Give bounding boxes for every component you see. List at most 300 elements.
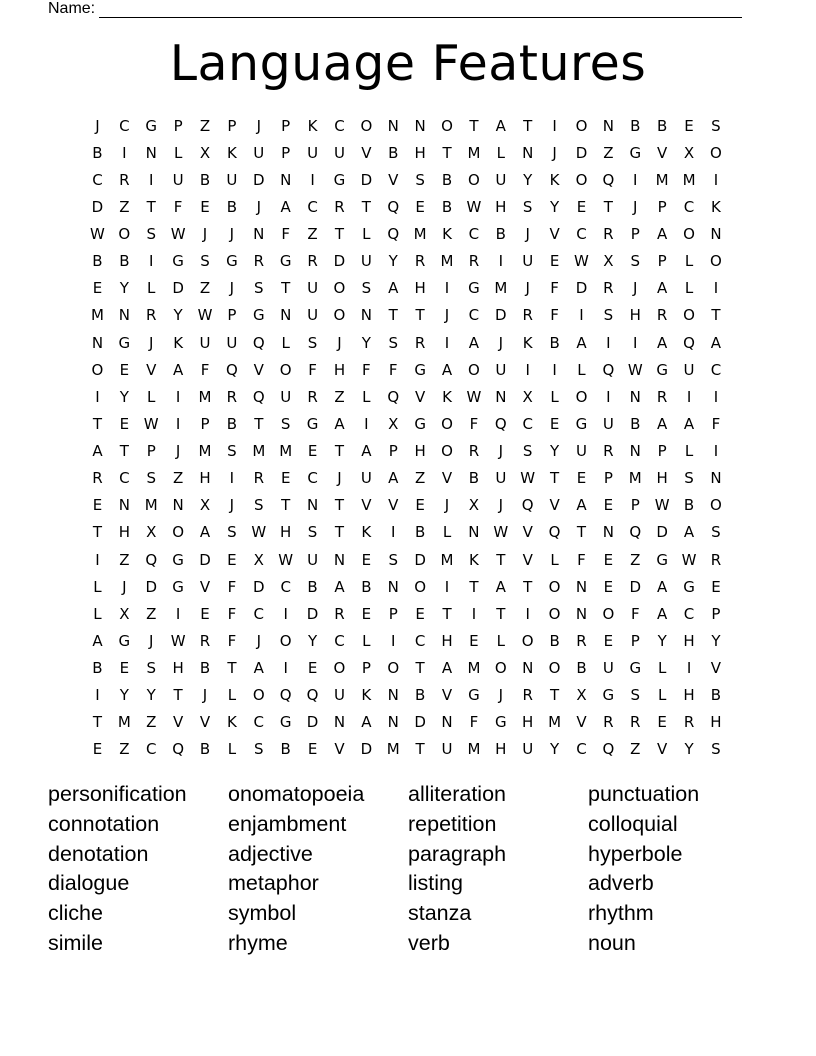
grid-letter[interactable]: T: [281, 279, 291, 298]
grid-letter[interactable]: G: [172, 252, 184, 271]
grid-letter[interactable]: P: [630, 496, 640, 515]
grid-letter[interactable]: A: [334, 414, 345, 433]
grid-letter[interactable]: A: [441, 360, 453, 379]
grid-letter[interactable]: U: [172, 170, 184, 189]
grid-letter[interactable]: N: [118, 496, 130, 515]
grid-letter[interactable]: O: [252, 686, 265, 705]
grid-letter[interactable]: B: [199, 659, 211, 678]
grid-letter[interactable]: K: [549, 170, 560, 189]
grid-letter[interactable]: P: [227, 116, 237, 135]
grid-letter[interactable]: V: [172, 713, 184, 732]
grid-letter[interactable]: I: [391, 631, 396, 650]
grid-letter[interactable]: J: [256, 631, 261, 650]
grid-letter[interactable]: A: [657, 577, 668, 596]
grid-letter[interactable]: B: [630, 116, 641, 135]
grid-letter[interactable]: C: [119, 469, 130, 488]
grid-letter[interactable]: V: [441, 686, 453, 705]
grid-letter[interactable]: Q: [602, 360, 615, 379]
grid-letter[interactable]: A: [657, 414, 668, 433]
grid-letter[interactable]: T: [415, 659, 425, 678]
grid-letter[interactable]: P: [281, 116, 291, 135]
grid-letter[interactable]: W: [466, 387, 482, 406]
grid-letter[interactable]: I: [713, 442, 719, 461]
grid-letter[interactable]: E: [603, 496, 614, 515]
grid-letter[interactable]: T: [92, 523, 103, 542]
grid-letter[interactable]: F: [469, 414, 479, 433]
grid-letter[interactable]: G: [575, 414, 588, 433]
grid-letter[interactable]: V: [199, 577, 211, 596]
grid-letter[interactable]: V: [441, 469, 453, 488]
grid-letter[interactable]: T: [523, 116, 533, 135]
grid-letter[interactable]: X: [683, 143, 695, 162]
grid-letter[interactable]: I: [391, 523, 396, 542]
grid-letter[interactable]: N: [441, 713, 453, 732]
grid-letter[interactable]: U: [226, 170, 238, 189]
grid-letter[interactable]: V: [710, 659, 722, 678]
grid-letter[interactable]: E: [92, 279, 103, 298]
grid-letter[interactable]: H: [199, 469, 211, 488]
grid-letter[interactable]: J: [444, 306, 450, 325]
grid-letter[interactable]: P: [388, 604, 398, 623]
grid-letter[interactable]: G: [306, 414, 319, 433]
grid-letter[interactable]: S: [227, 523, 237, 542]
grid-letter[interactable]: R: [253, 469, 264, 488]
grid-letter[interactable]: O: [710, 496, 722, 515]
grid-letter[interactable]: I: [95, 686, 100, 705]
grid-letter[interactable]: X: [603, 252, 614, 271]
grid-letter[interactable]: Y: [711, 631, 721, 650]
grid-letter[interactable]: A: [683, 523, 695, 542]
grid-letter[interactable]: U: [495, 170, 507, 189]
grid-letter[interactable]: W: [197, 306, 213, 325]
grid-letter[interactable]: I: [713, 170, 719, 189]
grid-letter[interactable]: N: [522, 659, 534, 678]
grid-letter[interactable]: N: [360, 306, 372, 325]
grid-letter[interactable]: A: [657, 604, 668, 623]
grid-letter[interactable]: E: [200, 197, 210, 216]
grid-letter[interactable]: F: [200, 360, 210, 379]
grid-letter[interactable]: D: [253, 170, 265, 189]
grid-letter[interactable]: G: [333, 170, 346, 189]
grid-letter[interactable]: A: [172, 360, 184, 379]
grid-letter[interactable]: F: [362, 360, 371, 379]
grid-letter[interactable]: T: [442, 143, 452, 162]
grid-letter[interactable]: A: [280, 197, 291, 216]
grid-letter[interactable]: G: [172, 550, 184, 569]
grid-letter[interactable]: I: [633, 170, 638, 189]
grid-letter[interactable]: F: [227, 631, 237, 650]
grid-letter[interactable]: C: [576, 740, 587, 759]
grid-letter[interactable]: W: [627, 360, 643, 379]
grid-letter[interactable]: I: [149, 170, 154, 189]
grid-letter[interactable]: J: [552, 143, 557, 162]
grid-letter[interactable]: D: [495, 306, 507, 325]
grid-letter[interactable]: S: [254, 496, 264, 515]
grid-letter[interactable]: I: [552, 360, 557, 379]
grid-letter[interactable]: I: [95, 550, 100, 569]
grid-letter[interactable]: N: [253, 225, 265, 244]
grid-letter[interactable]: B: [630, 414, 641, 433]
grid-letter[interactable]: R: [603, 225, 614, 244]
grid-letter[interactable]: P: [657, 197, 667, 216]
grid-letter[interactable]: M: [279, 442, 293, 461]
grid-letter[interactable]: J: [175, 442, 181, 461]
grid-letter[interactable]: M: [467, 143, 481, 162]
grid-letter[interactable]: B: [199, 170, 211, 189]
grid-letter[interactable]: L: [496, 143, 505, 162]
grid-letter[interactable]: O: [441, 414, 453, 433]
grid-letter[interactable]: G: [602, 686, 615, 705]
grid-letter[interactable]: I: [713, 279, 719, 298]
grid-letter[interactable]: K: [468, 550, 479, 569]
grid-letter[interactable]: O: [521, 631, 534, 650]
grid-letter[interactable]: F: [711, 414, 721, 433]
grid-letter[interactable]: P: [200, 414, 210, 433]
grid-letter[interactable]: O: [710, 252, 722, 271]
grid-letter[interactable]: O: [683, 306, 695, 325]
grid-letter[interactable]: F: [227, 577, 237, 596]
grid-letter[interactable]: V: [361, 496, 372, 515]
grid-letter[interactable]: O: [333, 306, 346, 325]
grid-letter[interactable]: V: [522, 550, 533, 569]
grid-letter[interactable]: S: [603, 306, 614, 325]
grid-letter[interactable]: L: [227, 686, 237, 705]
grid-letter[interactable]: E: [307, 659, 318, 678]
grid-letter[interactable]: W: [90, 225, 105, 244]
grid-letter[interactable]: R: [656, 306, 668, 325]
grid-letter[interactable]: A: [361, 713, 372, 732]
grid-letter[interactable]: X: [522, 387, 533, 406]
grid-letter[interactable]: Y: [550, 197, 560, 216]
grid-letter[interactable]: C: [307, 469, 318, 488]
grid-letter[interactable]: S: [200, 252, 210, 271]
grid-letter[interactable]: K: [226, 143, 237, 162]
grid-letter[interactable]: S: [307, 333, 318, 352]
grid-letter[interactable]: J: [256, 197, 261, 216]
grid-letter[interactable]: Z: [630, 740, 641, 759]
grid-letter[interactable]: A: [576, 333, 587, 352]
grid-letter[interactable]: R: [522, 686, 533, 705]
grid-letter[interactable]: E: [92, 740, 103, 759]
grid-letter[interactable]: I: [552, 116, 557, 135]
grid-letter[interactable]: V: [549, 496, 560, 515]
grid-letter[interactable]: J: [498, 442, 504, 461]
grid-letter[interactable]: G: [629, 143, 642, 162]
grid-letter[interactable]: N: [710, 225, 722, 244]
grid-letter[interactable]: D: [360, 740, 373, 759]
grid-letter[interactable]: Y: [307, 631, 318, 650]
grid-letter[interactable]: R: [603, 279, 614, 298]
grid-letter[interactable]: S: [630, 686, 641, 705]
grid-letter[interactable]: S: [711, 740, 721, 759]
grid-letter[interactable]: R: [334, 197, 345, 216]
grid-letter[interactable]: Z: [146, 713, 157, 732]
grid-letter[interactable]: T: [469, 116, 479, 135]
grid-letter[interactable]: F: [173, 197, 183, 216]
grid-letter[interactable]: O: [468, 170, 480, 189]
grid-letter[interactable]: H: [441, 631, 453, 650]
grid-letter[interactable]: N: [387, 116, 399, 135]
grid-letter[interactable]: E: [603, 577, 614, 596]
grid-letter[interactable]: U: [522, 740, 534, 759]
grid-letter[interactable]: L: [362, 631, 371, 650]
grid-letter[interactable]: O: [710, 143, 722, 162]
grid-letter[interactable]: D: [333, 252, 346, 271]
grid-letter[interactable]: A: [253, 659, 264, 678]
grid-letter[interactable]: S: [388, 333, 398, 352]
grid-letter[interactable]: T: [550, 686, 560, 705]
grid-letter[interactable]: N: [145, 143, 157, 162]
grid-letter[interactable]: M: [548, 713, 562, 732]
grid-letter[interactable]: M: [628, 469, 642, 488]
grid-letter[interactable]: K: [307, 116, 318, 135]
grid-letter[interactable]: V: [549, 225, 560, 244]
grid-letter[interactable]: R: [414, 333, 426, 352]
grid-letter[interactable]: M: [413, 225, 427, 244]
grid-letter[interactable]: P: [227, 306, 237, 325]
grid-letter[interactable]: I: [175, 604, 181, 623]
grid-letter[interactable]: M: [144, 496, 158, 515]
grid-letter[interactable]: R: [253, 252, 264, 271]
grid-letter[interactable]: A: [576, 496, 587, 515]
grid-letter[interactable]: Q: [683, 333, 695, 352]
grid-letter[interactable]: R: [199, 631, 211, 650]
grid-letter[interactable]: B: [576, 659, 587, 678]
grid-letter[interactable]: Z: [146, 604, 157, 623]
grid-letter[interactable]: F: [550, 279, 559, 298]
grid-letter[interactable]: L: [684, 279, 694, 298]
grid-letter[interactable]: E: [603, 550, 614, 569]
grid-letter[interactable]: N: [522, 143, 534, 162]
grid-letter[interactable]: O: [575, 387, 588, 406]
grid-letter[interactable]: J: [229, 225, 235, 244]
grid-letter[interactable]: C: [253, 713, 265, 732]
grid-letter[interactable]: O: [387, 659, 400, 678]
grid-letter[interactable]: J: [337, 333, 342, 352]
grid-letter[interactable]: E: [92, 496, 103, 515]
grid-letter[interactable]: U: [441, 740, 453, 759]
grid-letter[interactable]: G: [279, 713, 292, 732]
grid-letter[interactable]: Z: [119, 550, 130, 569]
grid-letter[interactable]: V: [388, 496, 399, 515]
grid-letter[interactable]: A: [657, 279, 668, 298]
grid-letter[interactable]: F: [308, 360, 317, 379]
grid-letter[interactable]: J: [256, 116, 261, 135]
grid-letter[interactable]: T: [334, 442, 345, 461]
grid-letter[interactable]: D: [253, 577, 265, 596]
grid-letter[interactable]: U: [575, 442, 587, 461]
grid-letter[interactable]: M: [655, 170, 669, 189]
grid-letter[interactable]: V: [415, 387, 426, 406]
grid-letter[interactable]: U: [602, 659, 614, 678]
grid-letter[interactable]: M: [682, 170, 696, 189]
grid-letter[interactable]: G: [629, 659, 642, 678]
grid-letter[interactable]: Q: [387, 225, 400, 244]
grid-letter[interactable]: F: [550, 306, 559, 325]
grid-letter[interactable]: J: [498, 686, 504, 705]
grid-letter[interactable]: R: [307, 252, 318, 271]
grid-letter[interactable]: R: [414, 252, 426, 271]
grid-letter[interactable]: D: [199, 550, 211, 569]
grid-letter[interactable]: G: [656, 360, 668, 379]
grid-letter[interactable]: J: [525, 225, 530, 244]
grid-letter[interactable]: O: [575, 116, 588, 135]
grid-letter[interactable]: M: [90, 306, 104, 325]
grid-letter[interactable]: L: [227, 740, 237, 759]
grid-letter[interactable]: I: [498, 252, 504, 271]
grid-letter[interactable]: C: [334, 631, 345, 650]
grid-letter[interactable]: O: [118, 225, 131, 244]
grid-letter[interactable]: R: [468, 442, 480, 461]
grid-letter[interactable]: V: [576, 713, 587, 732]
grid-letter[interactable]: J: [444, 496, 450, 515]
grid-letter[interactable]: Y: [146, 686, 156, 705]
grid-letter[interactable]: O: [602, 604, 615, 623]
grid-letter[interactable]: J: [149, 333, 154, 352]
grid-letter[interactable]: Y: [173, 306, 183, 325]
grid-letter[interactable]: Y: [119, 686, 129, 705]
grid-letter[interactable]: D: [172, 279, 184, 298]
grid-letter[interactable]: Y: [550, 442, 560, 461]
grid-letter[interactable]: T: [173, 686, 183, 705]
grid-letter[interactable]: Q: [602, 170, 615, 189]
grid-letter[interactable]: S: [684, 469, 694, 488]
grid-letter[interactable]: B: [388, 143, 399, 162]
grid-letter[interactable]: U: [333, 143, 345, 162]
grid-letter[interactable]: S: [361, 279, 372, 298]
grid-letter[interactable]: N: [575, 604, 588, 623]
grid-letter[interactable]: F: [281, 225, 290, 244]
grid-letter[interactable]: E: [657, 713, 667, 732]
grid-letter[interactable]: E: [603, 631, 614, 650]
grid-letter[interactable]: L: [577, 360, 586, 379]
grid-letter[interactable]: Z: [199, 116, 211, 135]
grid-letter[interactable]: A: [388, 469, 399, 488]
grid-letter[interactable]: O: [575, 170, 588, 189]
grid-letter[interactable]: S: [254, 279, 264, 298]
grid-letter[interactable]: E: [200, 604, 210, 623]
grid-letter[interactable]: B: [657, 116, 668, 135]
grid-letter[interactable]: K: [361, 686, 372, 705]
grid-letter[interactable]: M: [198, 387, 212, 406]
grid-letter[interactable]: F: [388, 360, 398, 379]
grid-letter[interactable]: K: [361, 523, 372, 542]
grid-letter[interactable]: Q: [279, 686, 292, 705]
grid-letter[interactable]: I: [606, 387, 611, 406]
grid-letter[interactable]: S: [146, 659, 156, 678]
grid-letter[interactable]: T: [550, 469, 560, 488]
grid-letter[interactable]: T: [92, 713, 103, 732]
grid-letter[interactable]: X: [388, 414, 399, 433]
grid-letter[interactable]: B: [549, 631, 560, 650]
grid-letter[interactable]: O: [494, 659, 507, 678]
grid-letter[interactable]: N: [91, 333, 104, 352]
grid-letter[interactable]: Q: [387, 387, 400, 406]
grid-letter[interactable]: Z: [414, 469, 426, 488]
grid-letter[interactable]: C: [307, 197, 318, 216]
grid-letter[interactable]: N: [495, 387, 507, 406]
grid-letter[interactable]: Y: [684, 740, 694, 759]
grid-letter[interactable]: Z: [603, 143, 614, 162]
grid-letter[interactable]: B: [414, 686, 426, 705]
grid-letter[interactable]: U: [307, 279, 319, 298]
grid-letter[interactable]: Q: [521, 496, 534, 515]
grid-letter[interactable]: P: [711, 604, 721, 623]
grid-letter[interactable]: T: [415, 740, 425, 759]
grid-letter[interactable]: E: [684, 116, 694, 135]
grid-letter[interactable]: I: [175, 387, 181, 406]
grid-letter[interactable]: T: [415, 306, 425, 325]
grid-letter[interactable]: C: [710, 360, 722, 379]
grid-letter[interactable]: N: [602, 116, 614, 135]
grid-letter[interactable]: S: [711, 523, 721, 542]
grid-letter[interactable]: H: [333, 360, 346, 379]
grid-letter[interactable]: X: [199, 496, 211, 515]
grid-letter[interactable]: L: [684, 252, 694, 271]
grid-letter[interactable]: B: [549, 333, 560, 352]
grid-letter[interactable]: Y: [657, 631, 667, 650]
grid-letter[interactable]: U: [199, 333, 211, 352]
grid-letter[interactable]: Q: [172, 740, 185, 759]
grid-letter[interactable]: U: [307, 143, 319, 162]
grid-letter[interactable]: N: [306, 496, 319, 515]
grid-letter[interactable]: I: [229, 469, 235, 488]
grid-letter[interactable]: T: [442, 604, 452, 623]
grid-letter[interactable]: O: [548, 604, 561, 623]
grid-letter[interactable]: I: [175, 414, 181, 433]
grid-letter[interactable]: S: [522, 197, 533, 216]
grid-letter[interactable]: R: [683, 713, 695, 732]
grid-letter[interactable]: O: [360, 116, 373, 135]
grid-letter[interactable]: B: [119, 252, 130, 271]
grid-letter[interactable]: C: [468, 225, 480, 244]
grid-letter[interactable]: C: [576, 225, 587, 244]
grid-letter[interactable]: K: [173, 333, 184, 352]
grid-letter[interactable]: T: [361, 197, 371, 216]
grid-letter[interactable]: A: [388, 279, 399, 298]
grid-letter[interactable]: A: [468, 333, 480, 352]
grid-letter[interactable]: G: [279, 252, 292, 271]
grid-letter[interactable]: G: [118, 333, 131, 352]
grid-letter[interactable]: Z: [119, 197, 130, 216]
grid-letter[interactable]: L: [362, 387, 371, 406]
grid-letter[interactable]: F: [469, 713, 479, 732]
grid-letter[interactable]: G: [414, 414, 426, 433]
grid-letter[interactable]: J: [122, 577, 127, 596]
grid-letter[interactable]: E: [119, 414, 130, 433]
grid-letter[interactable]: I: [364, 414, 369, 433]
grid-letter[interactable]: G: [252, 306, 265, 325]
grid-letter[interactable]: H: [522, 713, 534, 732]
grid-letter[interactable]: M: [467, 740, 481, 759]
grid-letter[interactable]: D: [306, 713, 319, 732]
grid-letter[interactable]: G: [656, 550, 668, 569]
grid-letter[interactable]: X: [468, 496, 480, 515]
grid-letter[interactable]: S: [415, 170, 425, 189]
grid-letter[interactable]: I: [310, 170, 315, 189]
grid-letter[interactable]: I: [525, 360, 530, 379]
grid-letter[interactable]: H: [683, 631, 695, 650]
grid-letter[interactable]: D: [575, 279, 588, 298]
grid-letter[interactable]: B: [414, 523, 426, 542]
grid-letter[interactable]: D: [656, 523, 668, 542]
grid-letter[interactable]: U: [360, 469, 372, 488]
grid-letter[interactable]: I: [525, 604, 530, 623]
grid-letter[interactable]: V: [522, 523, 533, 542]
grid-letter[interactable]: A: [495, 577, 506, 596]
grid-letter[interactable]: Z: [630, 550, 641, 569]
grid-letter[interactable]: O: [333, 279, 346, 298]
